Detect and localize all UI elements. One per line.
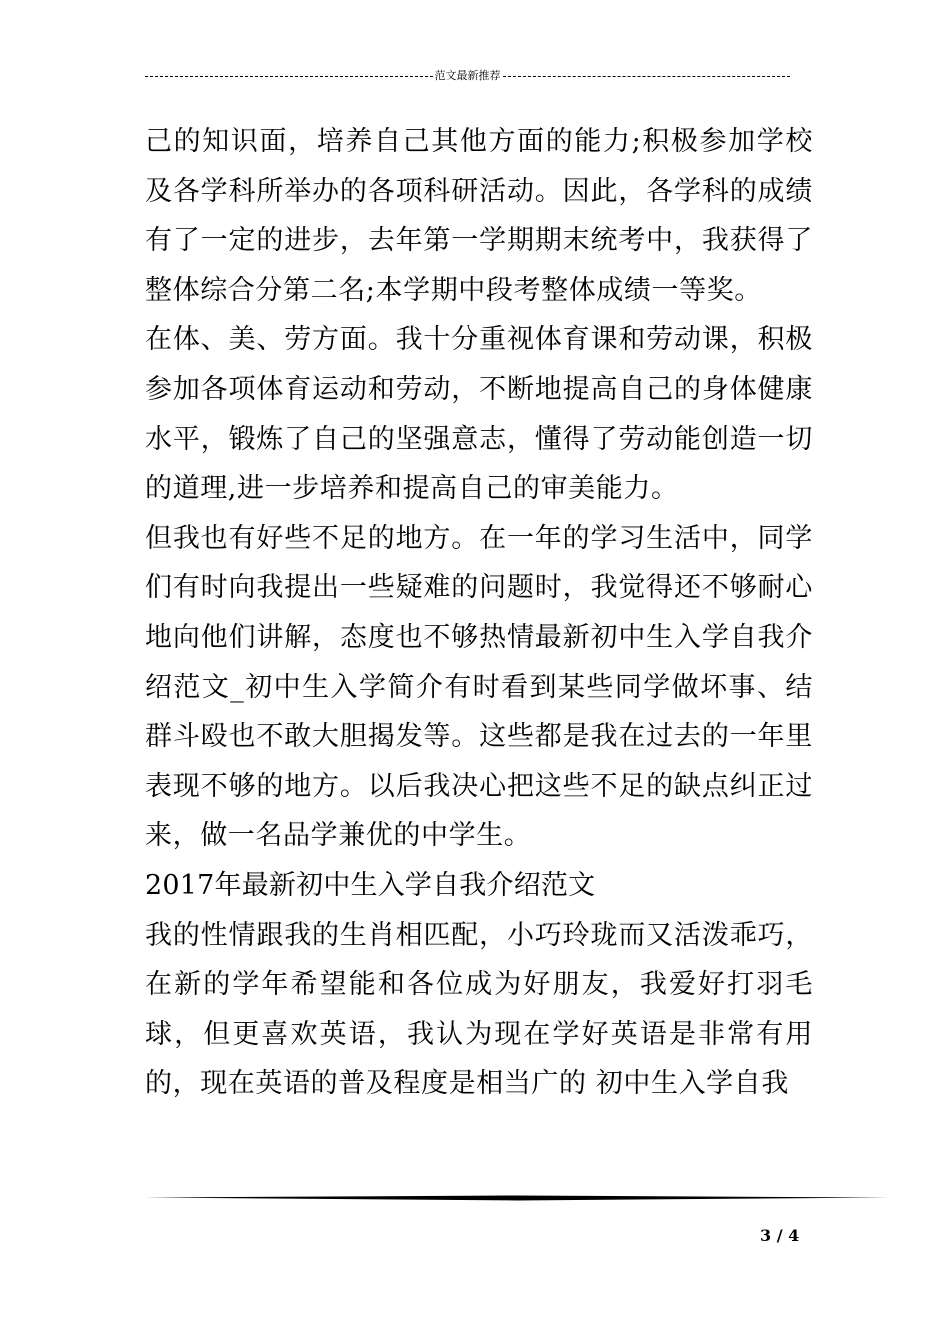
header-title: 范文最新推荐 [434, 69, 501, 82]
paragraph-sports-arts-labor: 在体、美、劳方面。我十分重视体育课和劳动课，积极参加各项体育运动和劳动，不断地提高自己的身体健康水平，锻炼了自己的坚强意志，懂得了劳动能创造一切的道理,进一步培养和提高自己的审美能力。 [145, 324, 813, 505]
footer-rule-line [145, 1195, 890, 1201]
paragraph-introduction: 我的性情跟我的生肖相匹配，小巧玲珑而又活泼乖巧，在新的学年希望能和各位成为好朋友，我爱好打羽毛球，但更喜欢英语，我认为现在学好英语是非常有用的，现在英语的普及程度是相当广的 初中生入学自我 [145, 919, 813, 1100]
section-heading: 2017年最新初中生入学自我介绍范文 [145, 869, 596, 901]
header-dash-right [503, 76, 791, 77]
paragraph-study: 己的知识面，培养自己其他方面的能力;积极参加学校及各学科所举办的各项科研活动。因此，各学科的成绩有了一定的进步，去年第一学期期末统考中，我获得了整体综合分第二名;本学期中段考整体成绩一等奖。 [145, 126, 813, 306]
paragraph-shortcomings: 但我也有好些不足的地方。在一年的学习生活中，同学们有时向我提出一些疑难的问题时，我觉得还不够耐心地向他们讲解，态度也不够热情最新初中生入学自我介绍范文_初中生入学简介有时看到某些同学做坏事、结群斗殴也不敢大胆揭发等。这些都是我在过去的一年里表现不够的地方。以后我决心把这些不足的缺点纠正过来，做一名品学兼优的中学生。 [145, 522, 813, 852]
document-body [145, 117, 813, 1109]
page-number: 3 / 4 [760, 1226, 800, 1245]
header-dash-left [145, 76, 433, 77]
footer-rule [145, 1195, 890, 1201]
page-header [145, 66, 790, 86]
